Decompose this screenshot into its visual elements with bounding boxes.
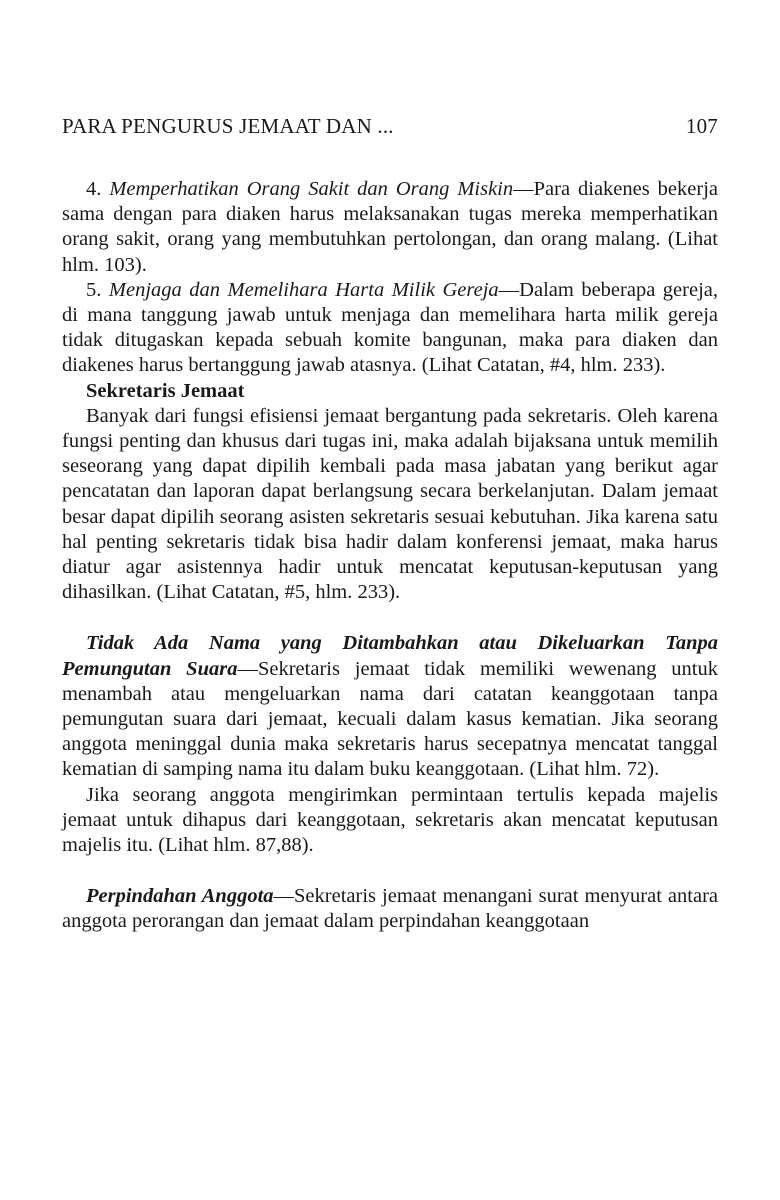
paragraph-nama: [62, 631, 718, 782]
perpindahan-text: —Sekretaris jemaat menangani surat menyurat antara anggota perorangan dan jemaat dalam perpindahan keanggotaan: [62, 885, 718, 933]
page-number: 107: [685, 114, 718, 138]
paragraph-sekretaris-intro: Banyak dari fungsi efisiensi jemaat bergantung pada sekretaris. Oleh karena fungsi penting dan khusus dari tugas ini, maka adalah bijaksana untuk memilih seseorang yang dapat dipilih kembali pada masa jabatan yang berikut agar pencatatan dan laporan dapat berlangsung secara berkelanjutan. Dalam jemaat besar dapat dipilih seorang asisten sekretaris sesuai kebutuhan. Jika karena satu hal penting sekretaris tidak bisa hadir dalam konferensi jemaat, maka harus diatur agar asistennya hadir untuk mencatat keputusan-keputusan yang dihasilkan. (Lihat Catatan, #5, hlm. 233).: [62, 404, 718, 604]
item-4-title: Memperhatikan Orang Sakit dan Orang Miskin: [109, 178, 514, 200]
paragraph-item-4: [62, 177, 718, 278]
paragraph-item-5: [62, 278, 718, 379]
item-5-title: Menjaga dan Memelihara Harta Milik Gereja: [108, 278, 499, 301]
item-4-text: —Para diakenes bekerja sama dengan para diaken harus melaksanakan tugas mereka memperhatikan orang sakit, orang yang membutuhkan pertolongan, dan orang malang. (Lihat hlm. 103).: [62, 178, 718, 276]
running-header: [62, 114, 718, 139]
paragraph-perpindahan: [62, 884, 718, 934]
paragraph-hapus: Jika seorang anggota mengirimkan permintaan tertulis kepada majelis jemaat untuk dihapus dari keanggotaan, sekretaris akan mencatat keputusan majelis itu. (Lihat hlm. 87,88).: [62, 783, 718, 857]
nama-title: Tidak Ada Nama yang Ditambahkan atau Dikeluarkan Tanpa Pemungutan Suara: [62, 632, 718, 680]
page-body: [62, 177, 718, 935]
nama-text: —Sekretaris jemaat tidak memiliki wewenang untuk menambah atau mengeluarkan nama dari catatan keanggotaan tanpa pemungutan suara dari jemaat, kecuali dalam kasus kematian. Jika seorang anggota meninggal dunia maka sekretaris harus secepatnya mencatat tanggal kematian di samping nama itu dalam buku keanggotaan. (Lihat hlm. 72).: [62, 657, 718, 781]
item-5-lead: 5.: [86, 278, 109, 301]
item-4-lead: 4.: [86, 178, 110, 200]
item-5-text: —Dalam beberapa gereja, di mana tanggung jawab untuk menjaga dan memelihara harta milik gereja tidak ditugaskan kepada sebuah komite bangunan, maka para diaken dan diakenes harus bertanggung jawab atasnya. (Lihat Catatan, #4, hlm. 233).: [62, 278, 719, 377]
perpindahan-title: Perpindahan Anggota: [86, 885, 274, 908]
section-heading: Sekretaris Jemaat: [86, 379, 245, 402]
running-title: PARA PENGURUS JEMAAT DAN ...: [62, 114, 394, 138]
